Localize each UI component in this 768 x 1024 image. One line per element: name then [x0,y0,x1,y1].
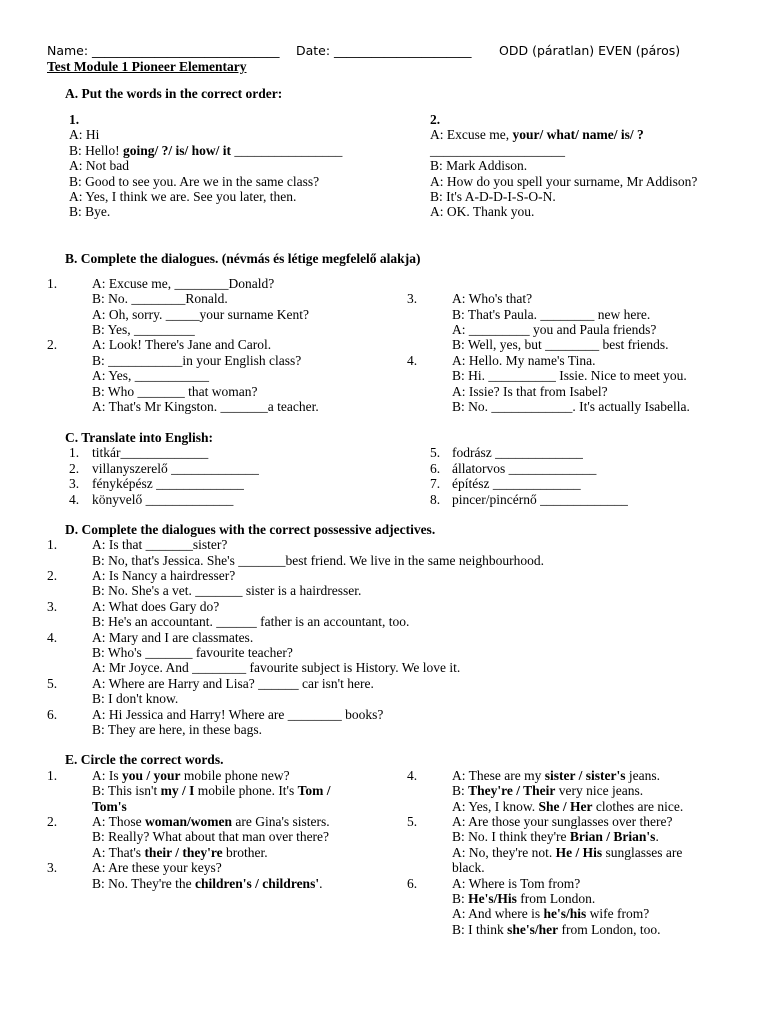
b3-line: B: That's Paula. ________ new here. [452,307,651,322]
b-number: 2. [47,337,58,352]
e6-line: A: Where is Tom from? [452,876,581,891]
e3-line: A: Are these your keys? [92,860,222,875]
b1-line: A: Excuse me, ________Donald? [92,276,275,291]
b3-line: A: Who's that? [452,291,533,306]
d-number: 1. [47,537,58,552]
e4-line: A: Yes, I know. She / Her clothes are nice. [452,799,684,814]
d-line: B: I don't know. [92,691,179,706]
c-word: könyvelő _____________ [92,492,234,507]
d-line: B: No. She's a vet. _______ sister is a hairdresser. [92,583,362,598]
c-word: villanyszerelő _____________ [92,461,259,476]
section-e-heading: E. Circle the correct words. [65,752,224,767]
d-line: B: They are here, in these bags. [92,722,262,737]
d-number: 3. [47,599,58,614]
c-number: 2. [69,461,80,476]
d-line: B: He's an accountant. ______ father is an accountant, too. [92,614,410,629]
b1-line: B: No. ________Ronald. [92,291,228,306]
e4-line: A: These are my sister / sister's jeans. [452,768,660,783]
b2-line: A: Yes, ___________ [92,368,210,383]
b2-line: B: Who _______ that woman? [92,384,258,399]
name-field: Name: ______________________________ [47,43,280,58]
b3-line: A: _________ you and Paula friends? [452,322,657,337]
b-number: 3. [407,291,418,306]
a1-line: B: Good to see you. Are we in the same class? [69,174,320,189]
test-title: Test Module 1 Pioneer Elementary [47,59,247,74]
d-line: A: What does Gary do? [92,599,220,614]
a2-answer-blank: ____________________ [430,143,565,158]
e1-line: B: This isn't my / I mobile phone. It's Tom / [92,783,331,798]
odd-even-label: ODD (páratlan) EVEN (páros) [499,43,681,58]
b1-line: B: Yes, _________ [92,322,195,337]
e2-line: A: That's their / they're brother. [92,845,268,860]
b3-line: B: Well, yes, but ________ best friends. [452,337,669,352]
a2-line: B: Mark Addison. [430,158,528,173]
d-line: A: Is Nancy a hairdresser? [92,568,236,583]
b4-line: B: No. ____________. It's actually Isabella. [452,399,690,414]
b2-line: B: ___________in your English class? [92,353,302,368]
e-number: 3. [47,860,58,875]
a2-line: A: OK. Thank you. [430,204,535,219]
b-number: 4. [407,353,418,368]
e5-line: B: No. I think they're Brian / Brian's. [452,829,659,844]
section-c-heading: C. Translate into English: [65,430,214,445]
e4-line: B: They're / Their very nice jeans. [452,783,644,798]
a1-line: A: Yes, I think we are. See you later, then. [69,189,297,204]
e5-line: A: No, they're not. He / His sunglasses are [452,845,683,860]
e-number: 5. [407,814,418,829]
d-line: A: Mary and I are classmates. [92,630,254,645]
e-number: 6. [407,876,418,891]
d-line: A: Is that _______sister? [92,537,228,552]
b4-line: B: Hi. __________ Issie. Nice to meet you. [452,368,687,383]
c-number: 7. [430,476,441,491]
d-number: 6. [47,707,58,722]
e3-line: B: No. They're the children's / childrens'. [92,876,323,891]
d-line: A: Hi Jessica and Harry! Where are ________ books? [92,707,384,722]
d-line: B: No, that's Jessica. She's _______best friend. We live in the same neighbourhood. [92,553,544,568]
e2-line: B: Really? What about that man over there? [92,829,330,844]
b1-line: A: Oh, sorry. _____your surname Kent? [92,307,309,322]
e-number: 4. [407,768,418,783]
a1-line: A: Not bad [69,158,129,173]
a2-line: A: How do you spell your surname, Mr Addison? [430,174,698,189]
c-number: 1. [69,445,80,460]
c-number: 5. [430,445,441,460]
d-line: A: Mr Joyce. And ________ favourite subject is History. We love it. [92,660,461,675]
c-number: 6. [430,461,441,476]
e2-line: A: Those woman/women are Gina's sisters. [92,814,330,829]
section-d-heading: D. Complete the dialogues with the correct possessive adjectives. [65,522,436,537]
d-number: 5. [47,676,58,691]
a-dialogue-1-number: 1. [69,112,80,127]
c-word: pincer/pincérnő _____________ [452,492,628,507]
c-word: fodrász _____________ [452,445,583,460]
a1-line: B: Bye. [69,204,111,219]
c-word: titkár_____________ [92,445,209,460]
c-word: építész _____________ [452,476,581,491]
d-line: B: Who's _______ favourite teacher? [92,645,293,660]
e-number: 1. [47,768,58,783]
a2-line: A: Excuse me, your/ what/ name/ is/ ? [430,127,644,142]
section-a-heading: A. Put the words in the correct order: [65,86,283,101]
d-number: 4. [47,630,58,645]
d-line: A: Where are Harry and Lisa? ______ car isn't here. [92,676,374,691]
b-number: 1. [47,276,58,291]
b2-line: A: Look! There's Jane and Carol. [92,337,272,352]
c-number: 3. [69,476,80,491]
e1-line: Tom's [92,799,127,814]
e6-line: A: And where is he's/his wife from? [452,906,650,921]
e5-line: black. [452,860,485,875]
section-b-heading: B. Complete the dialogues. (névmás és létige megfelelő alakja) [65,251,421,266]
e5-line: A: Are those your sunglasses over there? [452,814,673,829]
b4-line: A: Issie? Is that from Isabel? [452,384,608,399]
a1-line: B: Hello! going/ ?/ is/ how/ it ________________ [69,143,343,158]
b4-line: A: Hello. My name's Tina. [452,353,596,368]
d-number: 2. [47,568,58,583]
c-number: 8. [430,492,441,507]
c-number: 4. [69,492,80,507]
e6-line: B: I think she's/her from London, too. [452,922,661,937]
e-number: 2. [47,814,58,829]
c-word: fényképész _____________ [92,476,244,491]
a-dialogue-2-number: 2. [430,112,441,127]
a2-line: B: It's A-D-D-I-S-O-N. [430,189,556,204]
b2-line: A: That's Mr Kingston. _______a teacher. [92,399,319,414]
a1-line: A: Hi [69,127,100,142]
c-word: állatorvos _____________ [452,461,597,476]
e6-line: B: He's/His from London. [452,891,596,906]
date-field: Date: ______________________ [296,43,472,58]
e1-line: A: Is you / your mobile phone new? [92,768,290,783]
